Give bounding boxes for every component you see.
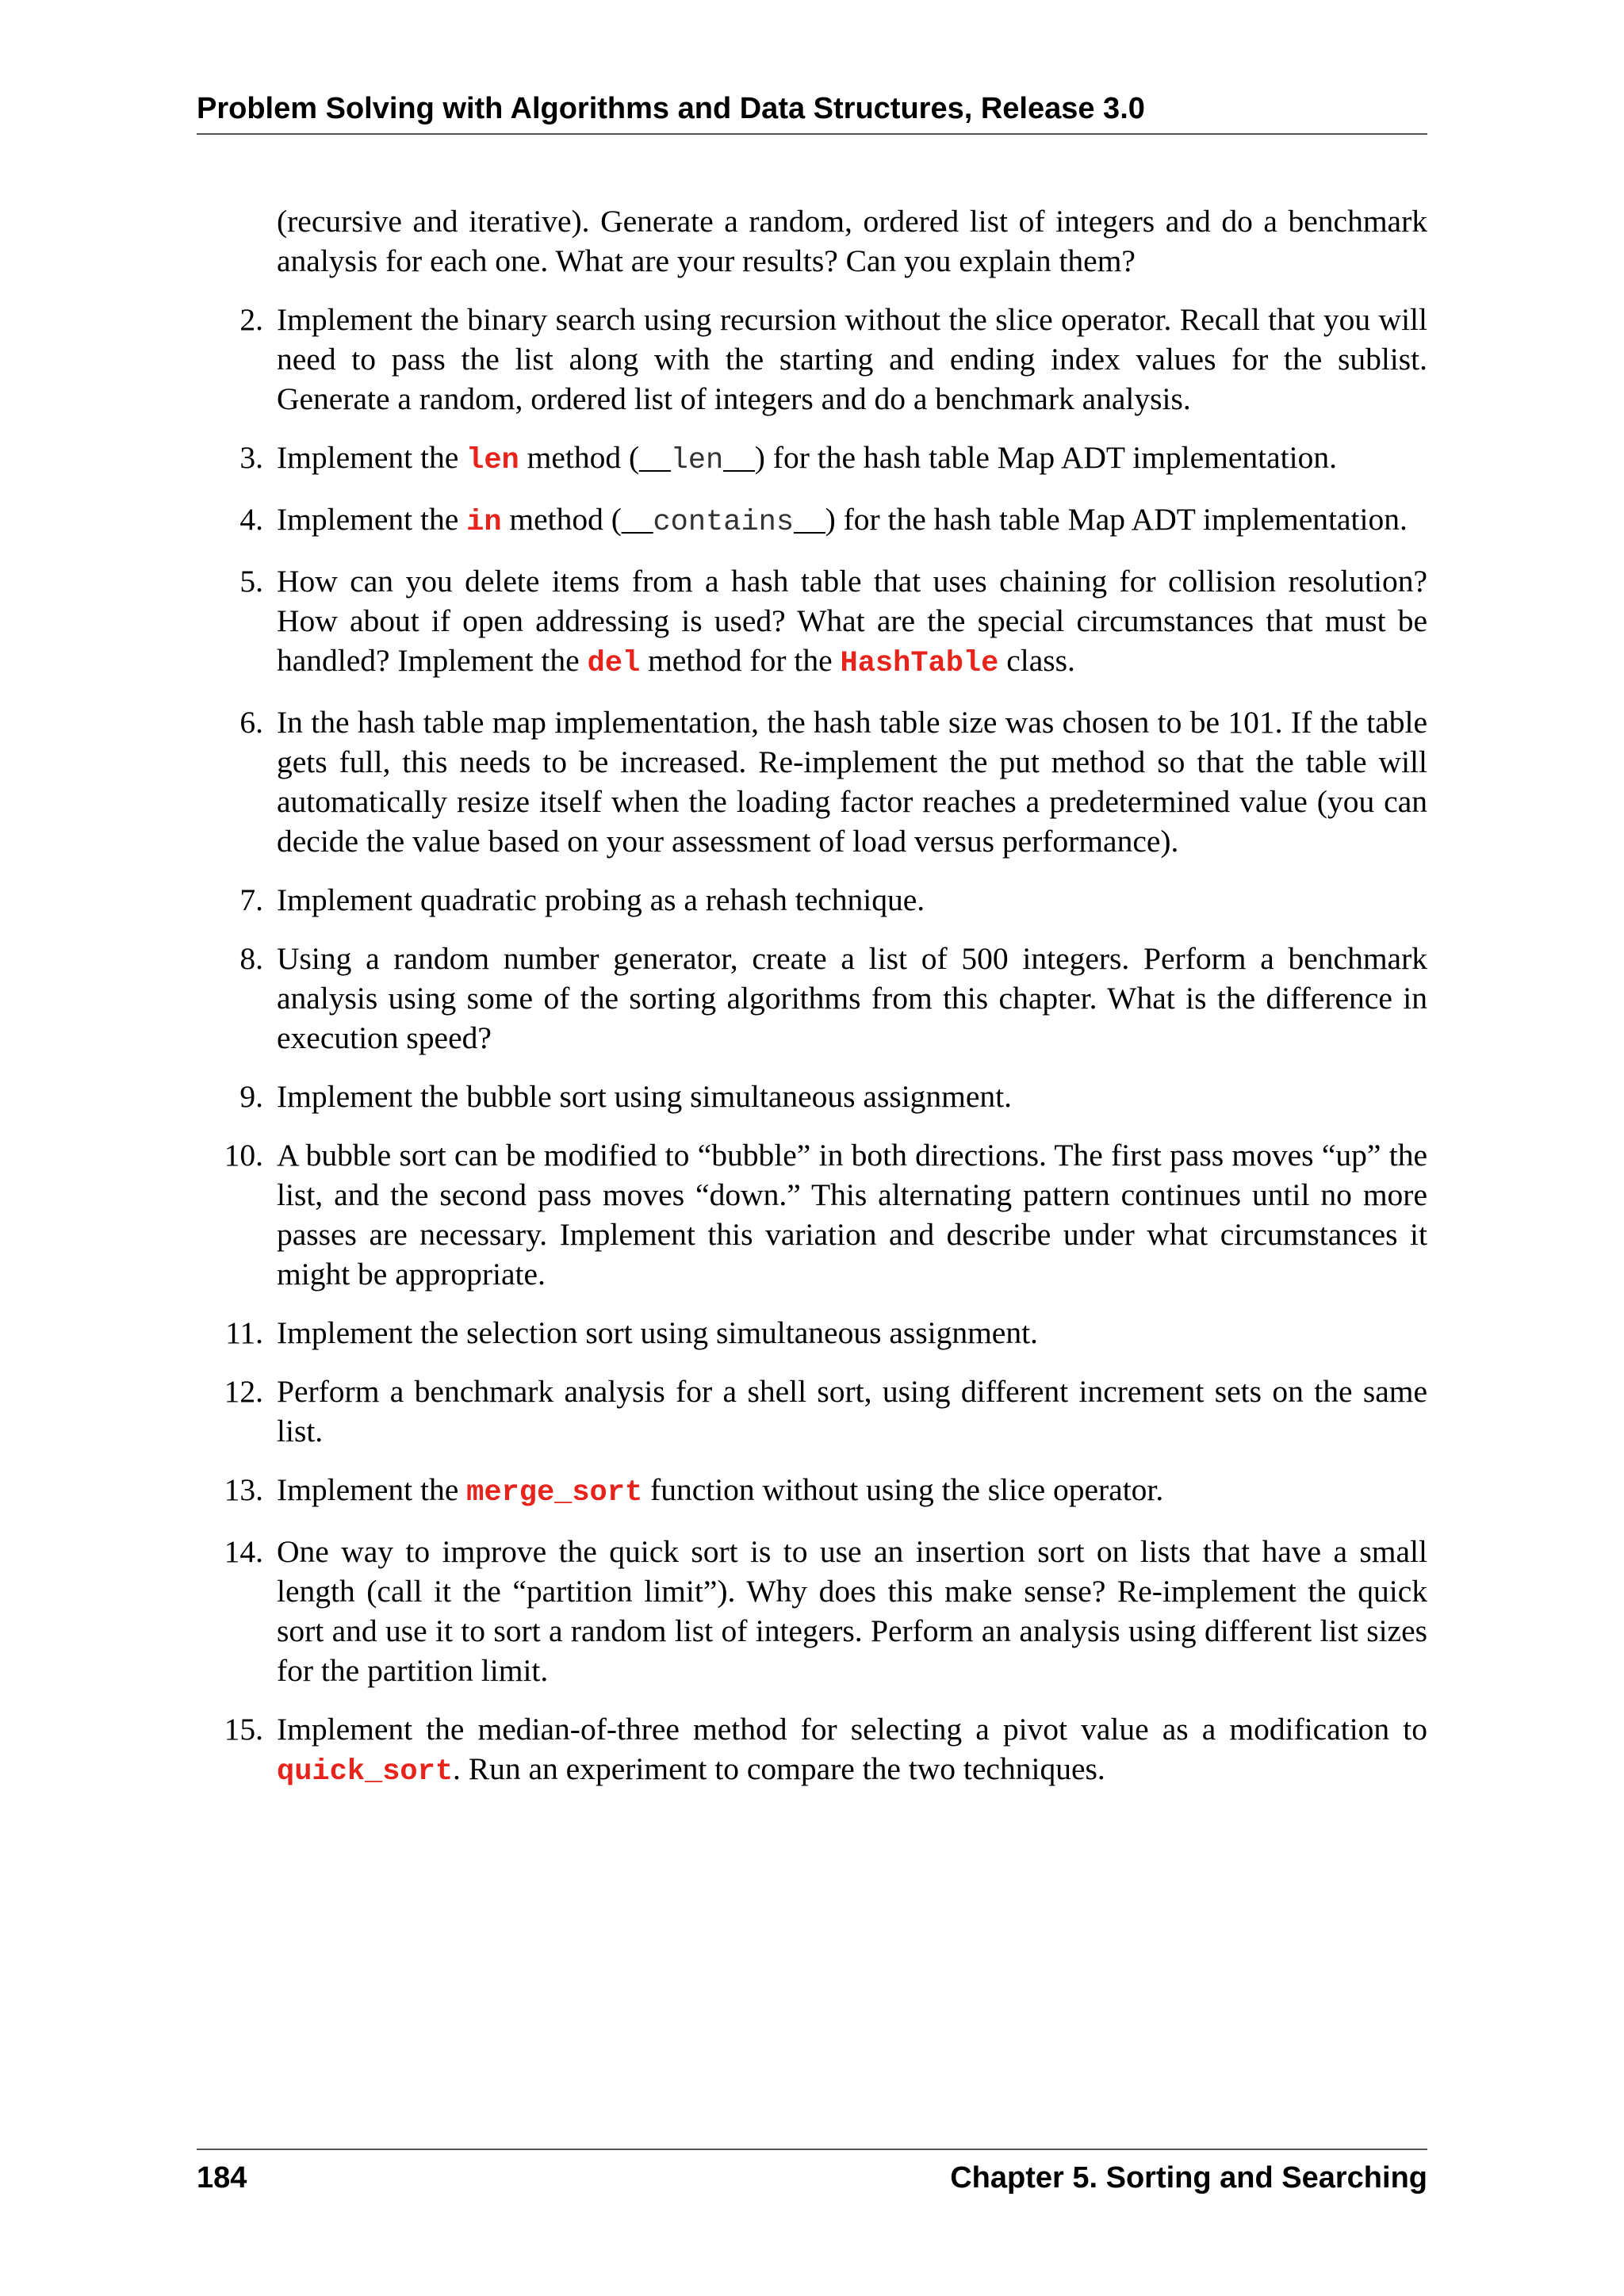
code-hashtable: HashTable (840, 647, 999, 680)
exercise-text: One way to improve the quick sort is to use an insertion sort on lists that have a small length (call it the “partition limit”). Why does this make sense? Re-implement the quick sort and use it to sort a random list of integers. Perform an analysis using different list sizes for the partition limit. (277, 1534, 1427, 1688)
exercise-number: 10. (224, 1138, 263, 1173)
exercise-14 (197, 1532, 1427, 1690)
exercise-text: Perform a benchmark analysis for a shell sort, using different increment sets on the same list. (277, 1374, 1427, 1448)
running-header: Problem Solving with Algorithms and Data Structures, Release 3.0 (197, 89, 1427, 135)
exercise-4 (197, 499, 1427, 542)
exercise-6 (197, 702, 1427, 861)
exercise-number: 6. (239, 705, 263, 740)
exercise-text: In the hash table map implementation, the hash table size was chosen to be 101. If the table gets full, this needs to be increased. Re-implement the put method so that the table will automatically resize itself when the loading factor reaches a predetermined value (you can decide the value based on your assessment of load versus performance). (277, 705, 1427, 859)
exercise-text: Using a random number generator, create a list of 500 integers. Perform a benchmark analysis using some of the sorting algorithms from this chapter. What is the difference in execution speed? (277, 941, 1427, 1055)
exercise-number: 15. (224, 1712, 263, 1747)
exercise-5 (197, 561, 1427, 683)
exercise-number: 7. (239, 882, 263, 917)
page-number: 184 (197, 2161, 247, 2195)
exercise-text: Implement the selection sort using simultaneous assignment. (277, 1315, 1038, 1350)
chapter-title: Chapter 5. Sorting and Searching (950, 2161, 1427, 2195)
exercise-number: 4. (239, 502, 263, 537)
exercise-number: 8. (239, 941, 263, 976)
exercise-2 (197, 300, 1427, 419)
code-del: del (587, 647, 641, 680)
exercise-text: Implement the binary search using recursion without the slice operator. Recall that you will need to pass the list along with the starting and ending index values for the sublist. Generate a random, ordered list of integers and do a benchmark analysis. (277, 302, 1427, 416)
exercise-15 (197, 1709, 1427, 1792)
exercise-number: 12. (224, 1374, 263, 1409)
exercise-13 (197, 1470, 1427, 1513)
code-merge-sort: merge_sort (466, 1476, 643, 1510)
exercise-number: 9. (239, 1079, 263, 1114)
exercise-number: 13. (224, 1472, 263, 1507)
exercise-text: Implement the bubble sort using simultaneous assignment. (277, 1079, 1013, 1114)
exercise-12 (197, 1372, 1427, 1451)
exercise-7 (197, 880, 1427, 920)
exercise-text: How can you delete items from a hash table that uses chaining for collision resolution? How about if open addressing is used? What are the special circumstances that must be handled? Implement the del method for the HashTable class. (277, 564, 1427, 680)
exercise-text: Implement the len method (__len__) for the hash table Map ADT implementation. (277, 440, 1338, 477)
exercise-text: Implement the merge_sort function without using the slice operator. (277, 1472, 1164, 1510)
code-dunder-contains: contains (653, 506, 795, 539)
exercise-number: 2. (239, 302, 263, 337)
exercise-number: 3. (239, 440, 263, 475)
code-quick-sort: quick_sort (277, 1755, 454, 1789)
exercise-text: Implement the median-of-three method for selecting a pivot value as a modification to quick_sort. Run an experiment to compare the two techniques. (277, 1712, 1427, 1789)
exercise-8 (197, 939, 1427, 1058)
exercise-text: Implement quadratic probing as a rehash technique. (277, 882, 925, 917)
exercise-list (197, 201, 1427, 1811)
exercise-text: Implement the in method (__contains__) for the hash table Map ADT implementation. (277, 502, 1408, 539)
exercise-number: 14. (224, 1534, 263, 1569)
exercise-9 (197, 1077, 1427, 1116)
exercise-number: 5. (239, 564, 263, 599)
exercise-number: 11. (225, 1315, 263, 1350)
exercise-10 (197, 1135, 1427, 1294)
exercise-text: A bubble sort can be modified to “bubble” in both directions. The first pass moves “up” the list, and the second pass moves “down.” This alternating pattern continues until no more passes are necessary. Implement this variation and describe under what circumstances it might be appropriate. (277, 1138, 1427, 1292)
code-dunder-len: len (670, 444, 724, 477)
exercise-3 (197, 438, 1427, 480)
exercise-11 (197, 1313, 1427, 1353)
code-len: len (466, 444, 519, 477)
page-footer (197, 2149, 1427, 2198)
code-in: in (466, 506, 502, 539)
exercise-1-continuation: (recursive and iterative). Generate a random, ordered list of integers and do a benchmark analysis for each one. What are your results? Can you explain them? (277, 204, 1427, 278)
